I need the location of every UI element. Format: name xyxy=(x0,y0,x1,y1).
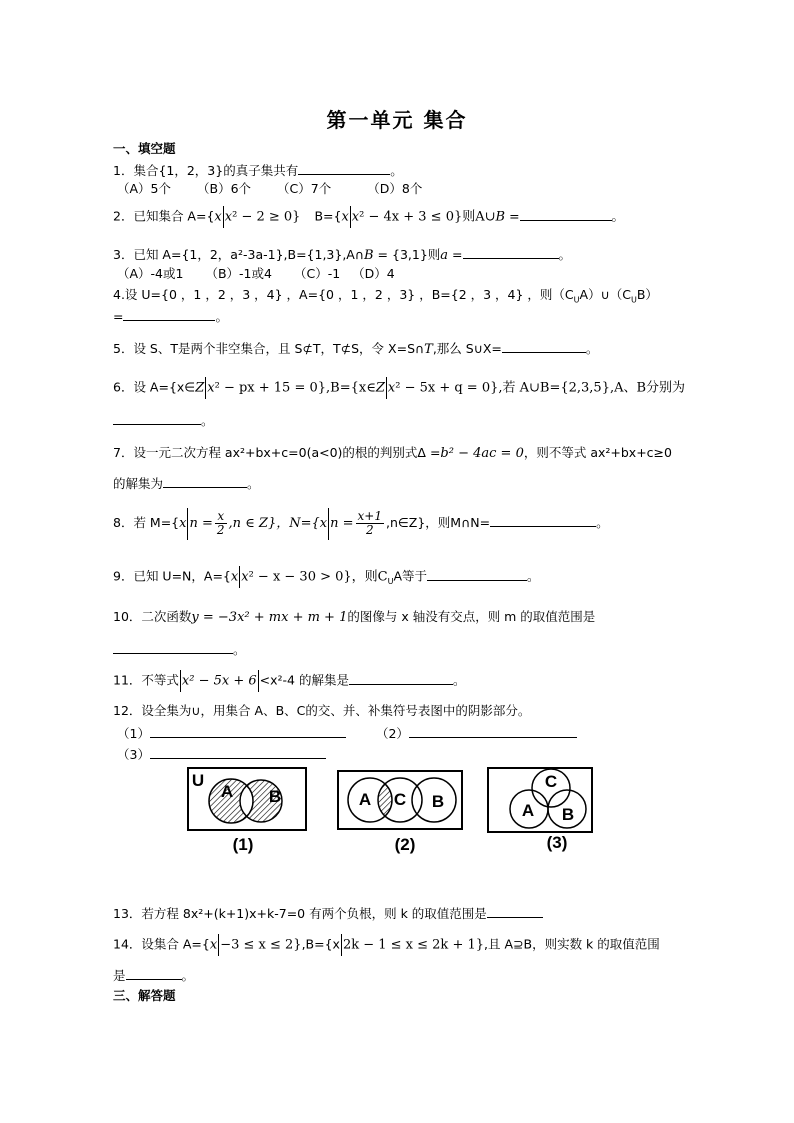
q11-answer-blank[interactable] xyxy=(349,671,453,685)
q3-answer-blank[interactable] xyxy=(463,245,559,259)
q14-answer-blank[interactable] xyxy=(126,966,182,980)
q14-var: x xyxy=(209,937,218,953)
q2-answer-blank[interactable] xyxy=(520,207,612,221)
q8-fraction xyxy=(215,510,227,537)
q6-expr: ² − 5x + q = 0},若 A∪B={2,3,5},A、B分别为 xyxy=(395,380,686,396)
venn1-caption: (1) xyxy=(232,835,254,854)
q8-var: x xyxy=(179,516,187,531)
q6-text: 6．设 A={x∈ xyxy=(113,379,196,395)
q8-text: 8．若 M={ xyxy=(113,515,180,530)
q13-answer-blank[interactable] xyxy=(487,904,543,918)
q14-bar xyxy=(341,934,342,956)
q11-text: <x²-4 的解集是 xyxy=(259,672,349,688)
q12-parts-row1 xyxy=(117,724,577,742)
question-4 xyxy=(113,287,658,309)
q14-text: ,且 A⊇B，则实数 k 的取值范围 xyxy=(484,936,660,952)
question-14 xyxy=(113,934,660,956)
q1-option-c[interactable]: （C）7个 xyxy=(277,181,332,196)
q4-tail: 。 xyxy=(215,309,228,324)
q6-bar xyxy=(386,377,387,399)
q11-tail: 。 xyxy=(452,672,466,688)
question-3 xyxy=(113,245,571,264)
q14-expr: 2k − 1 ≤ x ≤ 2k + 1} xyxy=(342,937,485,953)
q3-tail: 。 xyxy=(558,247,572,262)
q4-subscript: U xyxy=(630,295,637,305)
venn1-a-label: A xyxy=(220,782,234,801)
venn2-a-label: A xyxy=(358,790,372,809)
question-7 xyxy=(113,445,672,462)
q2-expr: ² − 2 ≥ 0} xyxy=(232,209,301,225)
q10-answer-blank[interactable] xyxy=(113,640,233,654)
section-heading-solve: 三、解答题 xyxy=(113,988,176,1003)
q5-answer-blank[interactable] xyxy=(502,339,586,353)
q5-var: T xyxy=(424,342,433,357)
q9-tail: 。 xyxy=(527,568,540,584)
q6-var: Z xyxy=(375,380,385,396)
q8-fraction xyxy=(356,510,384,537)
venn1-u-label: U xyxy=(191,771,205,790)
q2-bar xyxy=(223,206,224,228)
q6-var: Z xyxy=(195,380,205,396)
q8-expr: n = xyxy=(189,516,213,531)
q12-part-3-blank[interactable] xyxy=(150,745,326,759)
q2-var: x xyxy=(351,209,360,225)
venn3-b-label: B xyxy=(561,805,575,824)
q10-text: 的图像与 x 轴没有交点，则 m 的取值范围是 xyxy=(347,609,596,624)
q3-var: a xyxy=(440,248,449,263)
section-heading-fill-in: 一、填空题 xyxy=(113,141,176,156)
q11-bar xyxy=(180,670,181,692)
q3-text: = {3,1}则 xyxy=(373,247,441,262)
venn2-caption: (2) xyxy=(394,835,416,854)
q2-tail: 。 xyxy=(611,208,625,224)
q9-var: x xyxy=(241,569,249,585)
q14-text: 14．设集合 A={ xyxy=(113,936,210,952)
q9-subscript: U xyxy=(387,577,394,586)
q7-answer-blank[interactable] xyxy=(163,474,247,488)
venn3-c-label: C xyxy=(544,772,558,791)
q12-part-1-blank[interactable] xyxy=(150,724,346,738)
question-10 xyxy=(113,609,595,626)
venn1-b-label: B xyxy=(268,787,282,806)
q1-option-b[interactable]: （B）6个 xyxy=(197,181,252,196)
q6-var: x xyxy=(387,380,396,396)
q1-option-a[interactable]: （A）5个 xyxy=(117,181,172,196)
q9-answer-blank[interactable] xyxy=(427,567,527,581)
q8-frac-num: x+1 xyxy=(357,509,382,523)
question-4-cont xyxy=(113,307,228,325)
q10-text: 10．二次函数 xyxy=(113,609,192,624)
question-2 xyxy=(113,206,624,228)
q4-text: = xyxy=(113,309,124,324)
q14-text: ,B={x xyxy=(301,936,340,952)
venn3-caption: (3) xyxy=(546,833,568,852)
q12-parts-row2 xyxy=(117,745,326,763)
q9-text: A等于 xyxy=(393,568,428,584)
q8-frac-num: x xyxy=(215,510,227,524)
q2-expr: ² − 4x + 3 ≤ 0}则A∪ xyxy=(359,209,496,225)
q12-part-2-label: （2） xyxy=(375,726,409,741)
q12-part-3-label: （3） xyxy=(117,747,150,762)
question-12: 12．设全集为∪，用集合 A、B、C的交、并、补集符号表图中的阴影部分。 xyxy=(113,703,531,718)
question-7-cont xyxy=(113,474,260,492)
q3-option-a[interactable]: （A）-4或1 xyxy=(117,266,184,281)
q8-frac-den: 2 xyxy=(216,523,225,537)
question-1 xyxy=(113,161,403,179)
q8-var: x xyxy=(319,516,328,531)
q1-stem: 1．集合{1，2，3}的真子集共有 xyxy=(113,163,299,178)
q9-text: 9．已知 U=N，A={ xyxy=(113,568,231,584)
q2-var: x xyxy=(224,209,233,225)
question-14-cont xyxy=(113,966,194,984)
q5-text: ,那么 S∪X= xyxy=(432,341,502,356)
venn3-a-label: A xyxy=(521,801,535,820)
q11-expr: x² − 5x + 6 xyxy=(181,673,257,689)
q4-text: 4.设 U={0 ，1 ，2 ，3 ，4} ，A={0 ，1 ，2 ，3} ，B={2 ，3 ，4} ，则（C xyxy=(113,287,574,302)
venn2-b-label: B xyxy=(431,792,445,811)
question-6 xyxy=(113,377,685,399)
q2-text: 2．已知集合 A={ xyxy=(113,208,215,224)
q1-tail: 。 xyxy=(390,163,403,178)
question-5 xyxy=(113,339,598,358)
q2-text: B={ xyxy=(314,208,342,224)
q12-part-1-label: （1） xyxy=(117,726,150,741)
q7-text: 的解集为 xyxy=(113,476,164,491)
q14-expr: −3 ≤ x ≤ 2} xyxy=(220,937,302,953)
question-8 xyxy=(113,505,609,541)
q7-expr: b² − 4ac = 0 xyxy=(440,446,524,461)
q2-var: B xyxy=(495,209,506,225)
q5-text: 5．设 S、T是两个非空集合，且 S⊄T，T⊄S，令 X=S∩ xyxy=(113,341,425,356)
q2-var: x xyxy=(341,209,349,225)
q8-bar xyxy=(328,508,329,540)
q3-var: B xyxy=(364,248,374,263)
question-9 xyxy=(113,566,540,590)
q3-option-c[interactable]: （C）-1 xyxy=(293,266,341,281)
q7-tail: 。 xyxy=(247,476,260,491)
q11-text: 11．不等式 xyxy=(113,672,179,688)
q2-bar xyxy=(350,206,351,228)
q1-option-d[interactable]: （D）8个 xyxy=(367,181,423,196)
q3-text: 3．已知 A={1，2，a²-3a-1},B={1,3},A∩ xyxy=(113,247,365,262)
q1-answer-blank[interactable] xyxy=(298,161,390,175)
q13-text: 13．若方程 8x²+(k+1)x+k-7=0 有两个负根，则 k 的取值范围是 xyxy=(113,906,487,921)
question-11 xyxy=(113,670,465,692)
q12-part-2-blank[interactable] xyxy=(409,724,577,738)
q6-answer-blank[interactable] xyxy=(113,411,201,425)
q6-var: x xyxy=(207,380,215,396)
q2-var: x xyxy=(214,209,222,225)
q3-options xyxy=(117,266,395,282)
q3-option-b[interactable]: （B）-1或4 xyxy=(205,266,272,281)
q4-subscript: U xyxy=(573,295,580,305)
q4-answer-blank[interactable] xyxy=(123,307,215,321)
q3-text: = xyxy=(448,247,463,262)
q14-tail: 。 xyxy=(181,968,195,983)
q8-expr: n = xyxy=(330,516,354,531)
q6-expr: ² − px + 15 = 0},B={x∈ xyxy=(214,380,376,396)
q3-option-d[interactable]: （D）4 xyxy=(352,266,395,281)
q8-tail: 。 xyxy=(596,515,609,530)
q5-tail: 。 xyxy=(585,341,599,356)
q10-expr: y = −3x² + mx + m + 1 xyxy=(191,610,348,625)
q8-text: ,n∈Z}，则M∩N= xyxy=(386,515,491,530)
q4-text: A）∪（C xyxy=(579,287,631,302)
q9-var: x xyxy=(230,569,239,585)
q7-text: ，则不等式 ax²+bx+c≥0 xyxy=(523,445,672,460)
q11-bar xyxy=(258,670,259,692)
venn2-c-label: C xyxy=(393,790,407,809)
page-title: 第一单元 集合 xyxy=(326,108,468,132)
question-13 xyxy=(113,904,543,922)
q7-text: 7．设一元二次方程 ax²+bx+c=0(a<0)的根的判别式Δ = xyxy=(113,445,441,460)
q9-expr: ² − x − 30 > 0}，则C xyxy=(248,569,388,585)
question-6-cont xyxy=(113,411,214,429)
q10-tail: 。 xyxy=(233,642,246,657)
q8-answer-blank[interactable] xyxy=(490,513,596,527)
q8-frac-den: 2 xyxy=(365,523,374,537)
question-10-cont xyxy=(113,640,246,658)
q6-tail: 。 xyxy=(201,413,214,428)
q14-text: 是 xyxy=(113,968,126,983)
q2-text: = xyxy=(505,208,520,224)
q4-text: B） xyxy=(636,287,658,302)
q8-expr: ,n ∈ Z}，N={ xyxy=(228,516,320,531)
q1-options xyxy=(117,181,422,197)
